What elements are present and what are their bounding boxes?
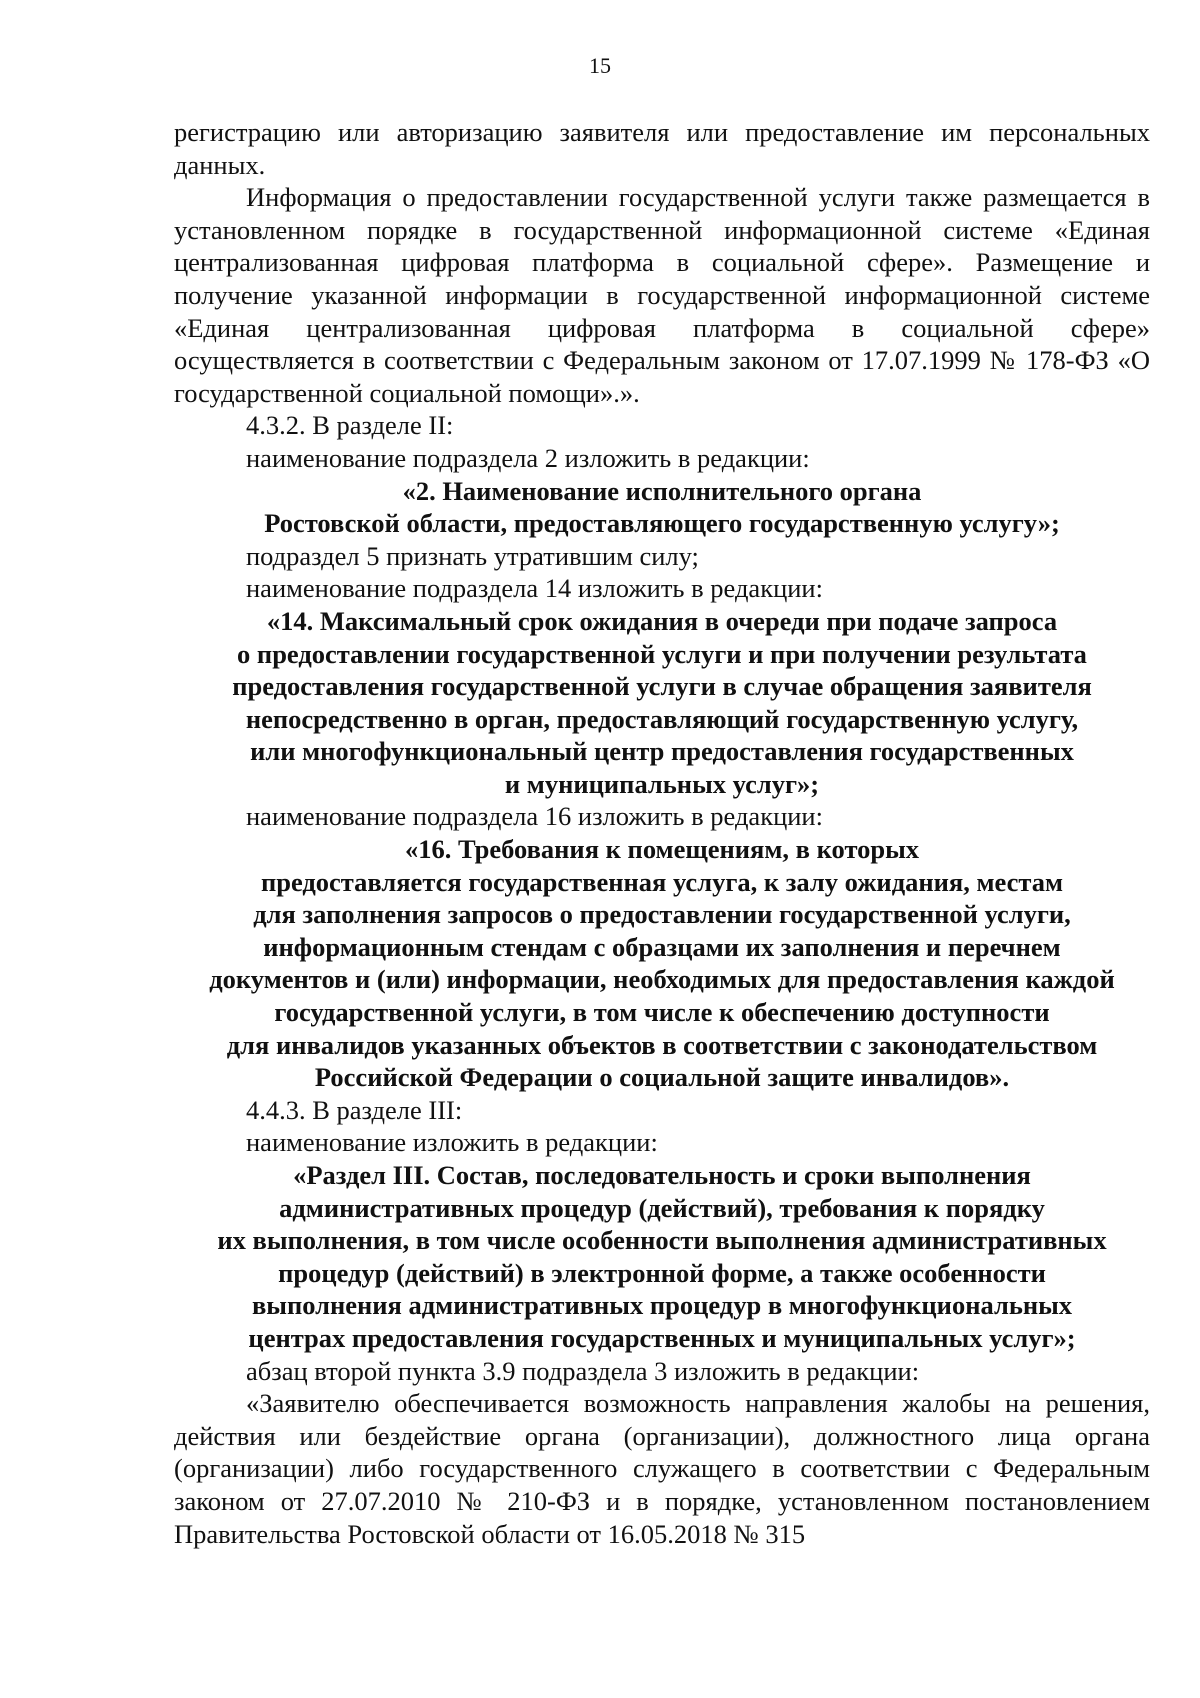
- heading-line: государственной услуги, в том числе к обеспечению доступности: [274, 997, 1050, 1028]
- heading-line: предоставляется государственная услуга, к залу ожидания, местам: [260, 866, 1064, 897]
- heading-section-3: [174, 1159, 1150, 1355]
- heading-line: «14. Максимальный срок ожидания в очереди при подаче запроса: [266, 605, 1058, 636]
- heading-line: для заполнения запросов о предоставлении государственной услуги,: [253, 899, 1071, 930]
- instruction-subsection-14: наименование подраздела 14 изложить в редакции:: [246, 573, 823, 604]
- paragraph-continuation: регистрацию или авторизацию заявителя или предоставление им персональных данных.: [174, 117, 1150, 180]
- heading-line: центрах предоставления государственных и муниципальных услуг»;: [248, 1322, 1076, 1353]
- heading-line: «Раздел III. Состав, последовательность и сроки выполнения: [293, 1160, 1031, 1190]
- heading-line: Российской Федерации о социальной защите инвалидов».: [314, 1062, 1010, 1093]
- instruction-section-3-title: наименование изложить в редакции:: [246, 1127, 658, 1158]
- paragraph-complaint: «Заявителю обеспечивается возможность направления жалобы на решения, действия или бездействие органа (организации), должностного лица органа (организации) либо государственного служащего в соответствии с Федеральным законом от 27.07.2010 № 210-ФЗ и в порядке, установленном постановлением Правительства Ростовской области от 16.05.2018 № 315: [174, 1388, 1150, 1549]
- heading-line: или многофункциональный центр предоставления государственных: [250, 736, 1074, 767]
- instruction-point-3-9: абзац второй пункта 3.9 подраздела 3 изложить в редакции:: [246, 1355, 920, 1386]
- heading-line: о предоставлении государственной услуги и при получении результата: [237, 638, 1087, 669]
- instruction-subsection-5: подраздел 5 признать утратившим силу;: [246, 540, 699, 571]
- heading-line: выполнения административных процедур в многофункциональных: [251, 1290, 1073, 1321]
- clause-4-3-2: 4.3.2. В разделе II:: [246, 410, 454, 441]
- instruction-subsection-16: наименование подраздела 16 изложить в редакции:: [246, 801, 823, 832]
- heading-line: информационным стендам с образцами их заполнения и перечнем: [263, 931, 1061, 962]
- heading-line: их выполнения, в том числе особенности выполнения административных: [217, 1225, 1107, 1256]
- heading-subsection-2: [174, 475, 1150, 540]
- heading-line: непосредственно в орган, предоставляющий государственную услугу,: [245, 703, 1079, 734]
- heading-line: и муниципальных услуг»;: [504, 768, 820, 799]
- heading-line: документов и (или) информации, необходимых для предоставления каждой: [209, 964, 1115, 995]
- document-body: [174, 116, 1150, 1550]
- heading-line: «2. Наименование исполнительного органа: [402, 475, 922, 506]
- heading-line: Ростовской области, предоставляющего государственную услугу»;: [264, 508, 1060, 539]
- heading-line: «16. Требования к помещениям, в которых: [404, 834, 920, 865]
- heading-line: предоставления государственной услуги в случае обращения заявителя: [232, 671, 1092, 702]
- heading-subsection-16: [174, 833, 1150, 1094]
- heading-line: административных процедур (действий), требования к порядку: [279, 1192, 1045, 1223]
- heading-line: процедур (действий) в электронной форме, а также особенности: [278, 1257, 1046, 1288]
- heading-subsection-14: [174, 605, 1150, 801]
- page-number: 15: [589, 53, 611, 78]
- instruction-subsection-2: наименование подраздела 2 изложить в редакции:: [246, 442, 810, 473]
- clause-4-4-3: 4.4.3. В разделе III:: [246, 1094, 463, 1125]
- heading-line: для инвалидов указанных объектов в соответствии с законодательством: [226, 1029, 1098, 1060]
- paragraph-information: Информация о предоставлении государственной услуги также размещается в установленном порядке в государственной информационной системе «Единая централизованная цифровая платформа в социальной сфере». Размещение и получение указанной информации в государственной информационной системе «Единая централизованная цифровая платформа в социальной сфере» осуществляется в соответствии с Федеральным законом от 17.07.1999 № 178-ФЗ «О государственной социальной помощи».».: [174, 182, 1150, 408]
